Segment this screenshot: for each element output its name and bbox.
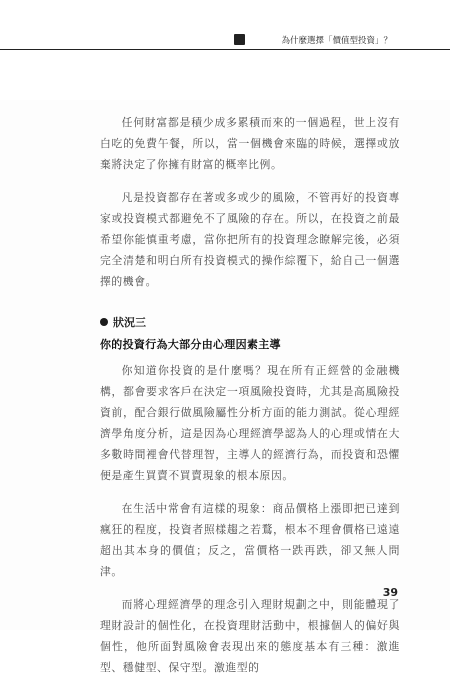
section-subtitle: 你的投資行為大部分由心理因素主導 xyxy=(100,338,281,351)
body-text xyxy=(100,112,400,690)
paragraph: 在生活中常會有這樣的現象：商品價格上漲即把已達到瘋狂的程度，投資者照樣趨之若鶩，根本不理會價格已遠遠超出其本身的價值；反之，當價格一跌再跌，卻又無人問津。 xyxy=(100,502,400,578)
paragraph: 任何財富都是積少成多累積而來的一個過程，世上沒有白吃的免費午餐，所以，當一個機會來臨的時候，選擇或放棄將決定了你擁有財富的概率比例。 xyxy=(100,116,400,171)
header-rule xyxy=(0,49,450,50)
paragraph: 凡是投資都存在著或多或少的風險，不管再好的投資專家或投資模式都避免不了風險的存在。所以，在投資之前最希望你能慎重考慮，當你把所有的投資理念瞭解完後，必須完全清楚和明白所有投資模式的操作綜覆下，給自己一個選擇的機會。 xyxy=(100,191,400,288)
section-heading xyxy=(100,314,400,330)
paragraph: 而將心理經濟學的理念引入理財規劃之中，則能體現了理財設計的個性化，在投資理財活動中，根據個人的偏好與個性，他所面對風險會表現出來的態度基本有三種：激進型、穩健型、保守型。激進型的 xyxy=(100,598,400,674)
page-header xyxy=(0,0,450,100)
paragraph: 你知道你投資的是什麼嗎？現在所有正經營的金融機構，都會要求客戶在決定一項風險投資時，尤其是高風險投資前，配合銀行做風險屬性分析方面的能力測試。從心理經濟學角度分析，這是因為心理經濟學認為人的心理或情在大多數時間裡會代替理智，主導人的經濟行為，而投資和恐懼便是產生買賣不買賣現象的根本原因。 xyxy=(100,364,400,482)
book-icon xyxy=(234,34,245,45)
bullet-icon xyxy=(100,318,108,326)
section-label: 狀況三 xyxy=(113,316,146,329)
running-header-title: 為什麼選擇「價值型投資」？ xyxy=(281,36,392,46)
page-number: 39 xyxy=(382,586,398,599)
